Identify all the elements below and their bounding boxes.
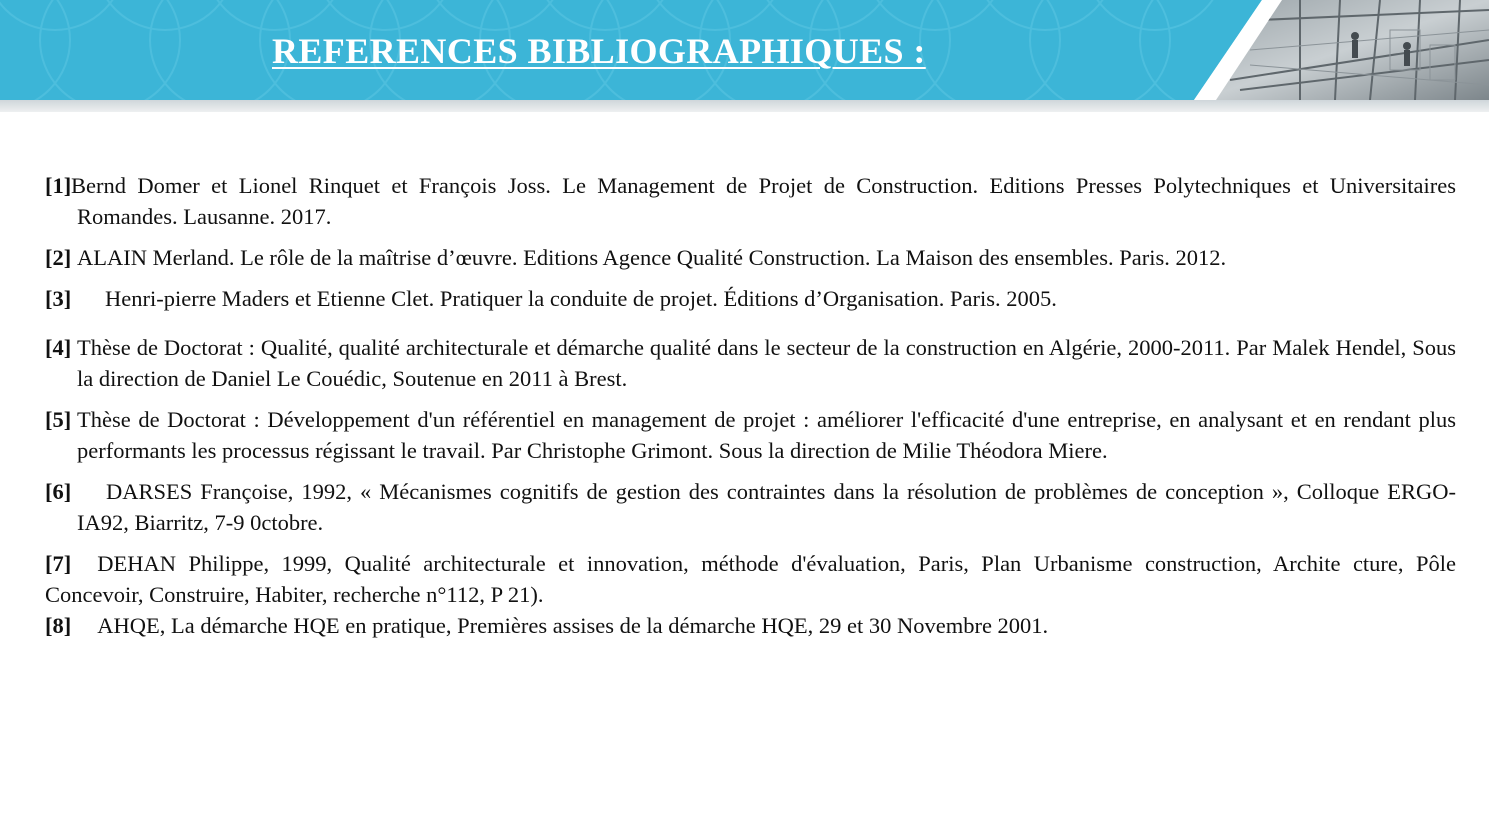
reference-item [45,170,1456,232]
reference-number: [8] [45,613,72,638]
references-list [45,170,1456,651]
reference-number: [1] [45,173,72,198]
reference-item [45,548,1456,610]
reference-text: Thèse de Doctorat : Développement d'un référentiel en management de projet : améliorer l'efficacité d'une entreprise, en analysant et en rendant plus performants les processus régissant le travail. Par Christophe Grimont. Sous la direction de Milie Théodora Miere. [77,407,1456,463]
banner-bottom-strip [0,100,1489,112]
reference-text: Thèse de Doctorat : Qualité, qualité architecturale et démarche qualité dans le secteur de la construction en Algérie, 2000-2011. Par Malek Hendel, Sous la direction de Daniel Le Couédic, Soutenue en 2011 à Brest. [77,335,1456,391]
header-banner [0,0,1489,112]
reference-text: DARSES Françoise, 1992, « Mécanismes cognitifs de gestion des contraintes dans la résolution de problèmes de conception », Colloque ERGO-IA92, Biarritz, 7-9 0ctobre. [77,479,1456,535]
reference-item [45,610,1456,641]
reference-item [45,404,1456,466]
reference-number: [4] [45,335,72,360]
reference-number: [2] [45,245,72,270]
reference-text: DEHAN Philippe, 1999, Qualité architecturale et innovation, méthode d'évaluation, Paris, Plan Urbanisme construction, Archite cture, Pôle Concevoir, Construire, Habiter, recherche n°112, P 21). [45,551,1456,607]
reference-item [45,476,1456,538]
reference-text: Bernd Domer et Lionel Rinquet et François Joss. Le Management de Projet de Construction. Editions Presses Polytechniques et Universitaires Romandes. Lausanne. 2017. [71,173,1456,229]
reference-text: AHQE, La démarche HQE en pratique, Premières assises de la démarche HQE, 29 et 30 Novembre 2001. [97,613,1049,638]
reference-number: [7] [45,551,72,576]
reference-item [45,242,1456,273]
reference-number: [5] [45,407,72,432]
page-title: REFERENCES BIBLIOGRAPHIQUES : [272,31,926,71]
reference-text: Henri-pierre Maders et Etienne Clet. Pratiquer la conduite de projet. Éditions d’Organisation. Paris. 2005. [105,286,1057,311]
reference-item [45,332,1456,394]
reference-number: [6] [45,479,72,504]
reference-item [45,283,1456,314]
reference-text: ALAIN Merland. Le rôle de la maîtrise d’œuvre. Editions Agence Qualité Construction. La Maison des ensembles. Paris. 2012. [77,245,1227,270]
reference-number: [3] [45,286,72,311]
